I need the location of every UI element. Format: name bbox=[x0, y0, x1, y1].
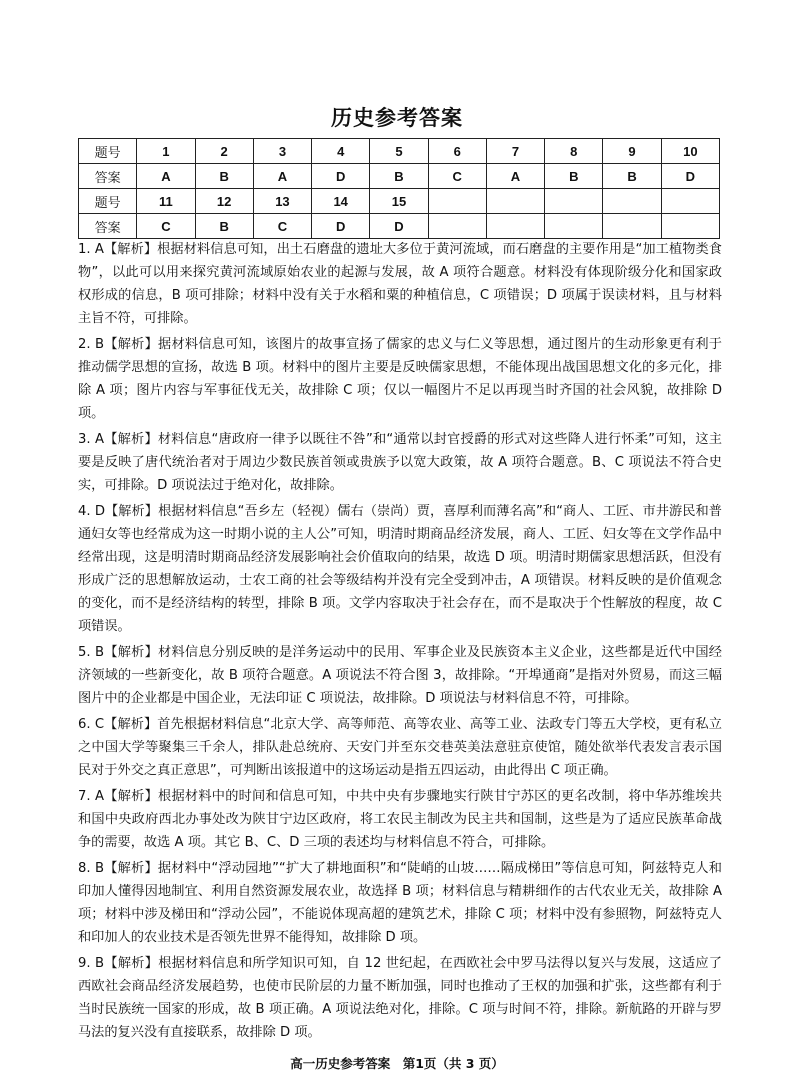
table-row bbox=[79, 139, 720, 164]
explanation-1: 1. A【解析】根据材料信息可知，出土石磨盘的遗址大多位于黄河流域，而石磨盘的主要作用是“加工植物类食物”，以此可以用来探究黄河流域原始农业的起源与发展，故 A 项符合题意。材料没有体现阶级分化和国家政权形成的信息，B 项可排除；材料中没有关于水稻和粟的种植信息，C 项错误；D 项属于误读材料，且与材料主旨不符，可排除。 bbox=[78, 242, 722, 326]
table-cell: 4 bbox=[312, 139, 370, 164]
table-cell: C bbox=[253, 214, 311, 239]
explanation-3: 3. A【解析】材料信息“唐政府一律予以既往不咎”和“通常以封官授爵的形式对这些降人进行怀柔”可知，这主要是反映了唐代统治者对于周边少数民族首领或贵族予以宽大政策，故 A 项符合题意。B、C 项说法不符合史实，可排除。D 项说法过于绝对化，故排除。 bbox=[78, 432, 722, 493]
table-cell bbox=[603, 189, 661, 214]
table-cell: A bbox=[253, 164, 311, 189]
table-cell bbox=[428, 214, 486, 239]
table-cell: 8 bbox=[545, 139, 603, 164]
explanation-7: 7. A【解析】根据材料中的时间和信息可知，中共中央有步骤地实行陕甘宁苏区的更名改制，将中华苏维埃共和国中央政府西北办事处改为陕甘宁边区政府，将工农民主制改为民主共和国制，这些是为了适应民族革命战争的需要，故选 A 项。其它 B、C、D 三项的表述均与材料信息不符合，可排除。 bbox=[78, 789, 722, 850]
explanations bbox=[78, 238, 722, 1047]
table-cell: A bbox=[486, 164, 544, 189]
explanation-4: 4. D【解析】根据材料信息“吾乡左（轻视）儒右（崇尚）贾，喜厚利而薄名高”和“商人、工匠、市井游民和普通妇女等也经常成为这一时期小说的主人公”可知，明清时期商品经济发展，商人、工匠、妇女等在文学作品中经常出现，这是明清时期商品经济发展影响社会价值取向的结果，故选 D 项。明清时期儒家思想活跃，但没有形成广泛的思想解放运动，士农工商的社会等级结构并没有完全受到冲击，A 项错误。材料反映的是价值观念的变化，而不是经济结构的转型，排除 B 项。文学内容取决于社会存在，而不是取决于个性解放的程度，故 C 项错误。 bbox=[78, 504, 722, 634]
explanation-9: 9. B【解析】根据材料信息和所学知识可知，自 12 世纪起，在西欧社会中罗马法得以复兴与发展，这适应了西欧社会商品经济发展趋势，也使市民阶层的力量不断加强，同时也推动了王权的加强和扩张，这些都有利于当时民族统一国家的形成，故 B 项正确。A 项说法绝对化，排除。C 项与时间不符，排除。新航路的开辟与罗马法的复兴没有直接联系，故排除 D 项。 bbox=[78, 956, 722, 1040]
table-cell: 11 bbox=[137, 189, 195, 214]
table-cell: A bbox=[137, 164, 195, 189]
explanation-2: 2. B【解析】据材料信息可知，该图片的故事宣扬了儒家的忠义与仁义等思想，通过图片的生动形象更有利于推动儒学思想的宣扬，故选 B 项。材料中的图片主要是反映儒家思想，不能体现出战国思想文化的多元化，排除 A 项；图片内容与军事征伐无关，故排除 C 项；仅以一幅图片不足以再现当时齐国的社会风貌，故排除 D 项。 bbox=[78, 337, 722, 421]
table-cell: 12 bbox=[195, 189, 253, 214]
explanation-5: 5. B【解析】材料信息分别反映的是洋务运动中的民用、军事企业及民族资本主义企业，这些都是近代中国经济领域的一些新变化，故 B 项符合题意。A 项说法不符合图 3，故排除。“开埠通商”是指对外贸易，而这三幅图片中的企业都是中国企业，无法印证 C 项说法，故排除。D 项说法与材料信息不符，可排除。 bbox=[78, 645, 722, 706]
table-cell bbox=[545, 189, 603, 214]
table-cell: C bbox=[137, 214, 195, 239]
table-cell: 5 bbox=[370, 139, 428, 164]
table-cell bbox=[661, 189, 719, 214]
table-cell bbox=[661, 214, 719, 239]
table-cell: 13 bbox=[253, 189, 311, 214]
table-row bbox=[79, 214, 720, 239]
table-cell: B bbox=[545, 164, 603, 189]
table-cell: 6 bbox=[428, 139, 486, 164]
row-label: 答案 bbox=[79, 214, 137, 239]
row-label: 题号 bbox=[79, 189, 137, 214]
row-label: 题号 bbox=[79, 139, 137, 164]
row-label: 答案 bbox=[79, 164, 137, 189]
explanation-6: 6. C【解析】首先根据材料信息“北京大学、高等师范、高等农业、高等工业、法政专门等五大学校，更有私立之中国大学等聚集三千余人，排队赴总统府、天安门并至东交巷英美法意驻京使馆，随处欲举代表发言表示国民对于外交之真正意思”，可判断出该报道中的这场运动是指五四运动，由此得出 C 项正确。 bbox=[78, 717, 722, 778]
page-title: 历史参考答案 bbox=[331, 106, 463, 130]
table-cell: B bbox=[603, 164, 661, 189]
table-cell: D bbox=[312, 214, 370, 239]
table-cell: C bbox=[428, 164, 486, 189]
table-cell bbox=[428, 189, 486, 214]
table-row bbox=[79, 164, 720, 189]
table-cell: B bbox=[195, 214, 253, 239]
table-cell: B bbox=[370, 164, 428, 189]
table-row bbox=[79, 189, 720, 214]
table-cell: B bbox=[195, 164, 253, 189]
table-cell bbox=[486, 214, 544, 239]
answer-table bbox=[78, 138, 720, 239]
table-cell: 10 bbox=[661, 139, 719, 164]
table-cell bbox=[603, 214, 661, 239]
table-cell: D bbox=[661, 164, 719, 189]
table-cell: D bbox=[312, 164, 370, 189]
table-cell: 9 bbox=[603, 139, 661, 164]
table-cell: 1 bbox=[137, 139, 195, 164]
explanation-8: 8. B【解析】据材料中“浮动园地”“扩大了耕地面积”和“陡峭的山坡……隔成梯田”等信息可知，阿兹特克人和印加人懂得因地制宜、利用自然资源发展农业，故选择 B 项；材料信息与精耕细作的古代农业无关，故排除 A 项；材料中涉及梯田和“浮动公园”，不能说体现高超的建筑艺术，排除 C 项；材料中没有参照物，阿兹特克人和印加人的农业技术是否领先世界不能得知，故排除 D 项。 bbox=[78, 861, 722, 945]
table-cell: 14 bbox=[312, 189, 370, 214]
table-cell: 2 bbox=[195, 139, 253, 164]
table-cell: 15 bbox=[370, 189, 428, 214]
table-cell: D bbox=[370, 214, 428, 239]
table-cell bbox=[486, 189, 544, 214]
table-cell: 3 bbox=[253, 139, 311, 164]
table-cell bbox=[545, 214, 603, 239]
page-footer: 高一历史参考答案 第1页（共 3 页） bbox=[290, 1056, 504, 1071]
table-cell: 7 bbox=[486, 139, 544, 164]
